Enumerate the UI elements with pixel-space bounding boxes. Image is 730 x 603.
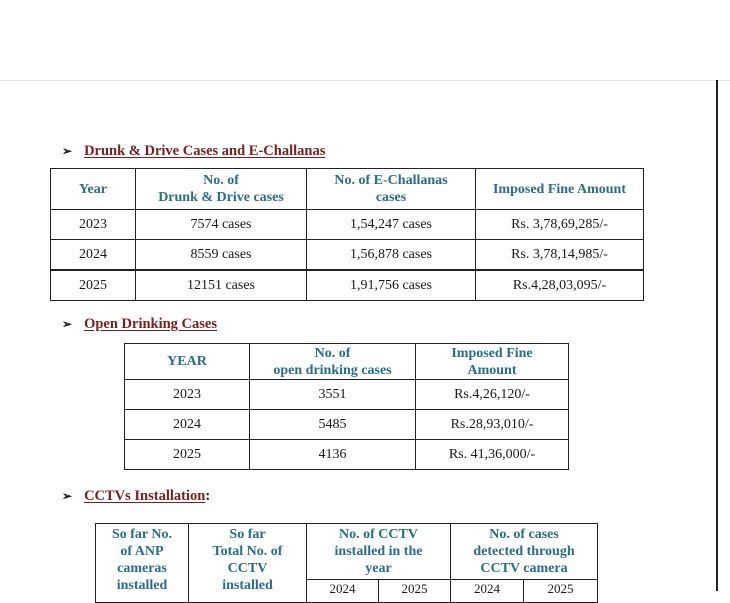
table-cell: 7574 cases bbox=[136, 210, 307, 240]
table-cell: Rs.4,28,03,095/- bbox=[476, 270, 644, 301]
table-row bbox=[51, 240, 644, 271]
section-title: Drunk & Drive Cases and E-Challanas bbox=[84, 143, 326, 159]
header-cell: Imposed Fine Amount bbox=[416, 344, 569, 380]
table-cell: 2025 bbox=[51, 270, 136, 301]
arrow-bullet-icon: ➢ bbox=[62, 317, 73, 331]
drunk-drive-table bbox=[50, 168, 644, 301]
page-right-border bbox=[716, 80, 718, 591]
header-cell: Imposed Fine Amount bbox=[476, 169, 644, 210]
header-cell: YEAR bbox=[125, 344, 250, 380]
arrow-bullet-icon: ➢ bbox=[62, 144, 73, 158]
table-cell: 1,91,756 cases bbox=[307, 270, 476, 301]
section-title: Open Drinking Cases bbox=[84, 316, 218, 332]
table-cell: Rs. 3,78,14,985/- bbox=[476, 240, 644, 271]
table-cell: 2025 bbox=[125, 440, 250, 470]
cctv-table bbox=[95, 523, 598, 603]
table-row bbox=[125, 410, 569, 440]
section-heading-cctv bbox=[62, 488, 210, 505]
subheader-cell: 2024 bbox=[451, 580, 524, 603]
table-cell: 2023 bbox=[125, 380, 250, 410]
table-header-row bbox=[96, 524, 598, 580]
table-cell: 4136 bbox=[250, 440, 416, 470]
subheader-cell: 2025 bbox=[379, 580, 451, 603]
header-cell: Year bbox=[51, 169, 136, 210]
header-cell: So far No. of ANP cameras installed bbox=[96, 524, 189, 603]
header-cell: No. of CCTV installed in the year bbox=[307, 524, 451, 580]
header-cell: No. of E-Challanas cases bbox=[307, 169, 476, 210]
header-cell: No. of cases detected through CCTV camera bbox=[451, 524, 598, 580]
top-blank-band bbox=[0, 0, 730, 81]
table-row bbox=[51, 270, 644, 301]
header-cell: So far Total No. of CCTV installed bbox=[189, 524, 307, 603]
table-row bbox=[125, 440, 569, 470]
subheader-cell: 2024 bbox=[307, 580, 379, 603]
table-cell: Rs.4,26,120/- bbox=[416, 380, 569, 410]
header-cell: No. of open drinking cases bbox=[250, 344, 416, 380]
open-drinking-table bbox=[124, 343, 569, 470]
table-cell: 2024 bbox=[51, 240, 136, 271]
table-cell: Rs. 3,78,69,285/- bbox=[476, 210, 644, 240]
table-cell: 5485 bbox=[250, 410, 416, 440]
table-cell: Rs.28,93,010/- bbox=[416, 410, 569, 440]
table-cell: Rs. 41,36,000/- bbox=[416, 440, 569, 470]
section-title: CCTVs Installation bbox=[84, 488, 206, 504]
table-cell: 2023 bbox=[51, 210, 136, 240]
section-colon: : bbox=[205, 488, 211, 504]
header-cell: No. of Drunk & Drive cases bbox=[136, 169, 307, 210]
table-cell: 1,54,247 cases bbox=[307, 210, 476, 240]
subheader-cell: 2025 bbox=[524, 580, 598, 603]
arrow-bullet-icon: ➢ bbox=[62, 489, 73, 503]
table-header-row bbox=[51, 169, 644, 210]
section-heading-drunk-drive bbox=[62, 143, 325, 160]
table-cell: 8559 cases bbox=[136, 240, 307, 271]
table-header-row bbox=[125, 344, 569, 380]
table-cell: 1,56,878 cases bbox=[307, 240, 476, 271]
table-cell: 2024 bbox=[125, 410, 250, 440]
table-cell: 12151 cases bbox=[136, 270, 307, 301]
table-row bbox=[125, 380, 569, 410]
table-cell: 3551 bbox=[250, 380, 416, 410]
section-heading-open-drinking bbox=[62, 316, 217, 333]
table-row bbox=[51, 210, 644, 240]
